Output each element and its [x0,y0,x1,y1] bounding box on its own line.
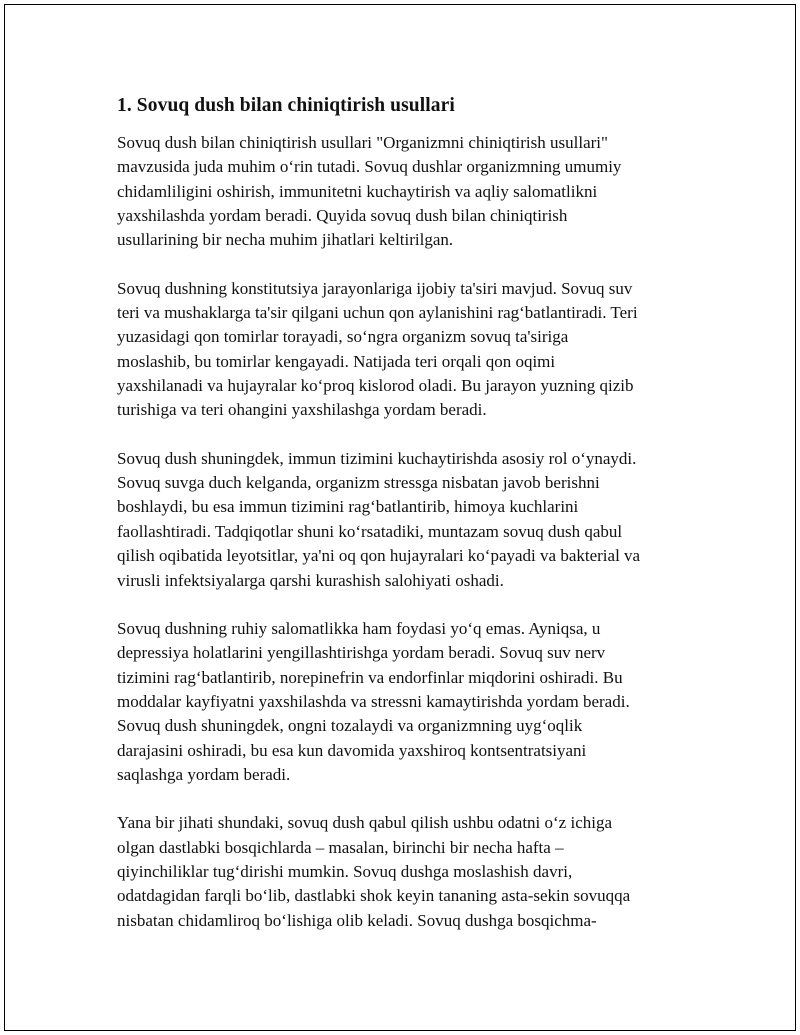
text-line: yaxshilashda yordam beradi. Quyida sovuq dush bilan chiniqtirish [117,206,568,226]
paragraph-intro [117,131,697,253]
text-line: chidamliligini oshirish, immunitetni kuchaytirish va aqliy salomatlikni [117,181,598,201]
text-line: faollashtiradi. Tadqiqotlar shuni ko‘rsatadiki, muntazam sovuq dush qabul [117,521,623,541]
text-line: odatdagidan farqli bo‘lib, dastlabki shok keyin tananing asta-sekin sovuqqa [117,886,631,906]
text-line: Sovuq dush shuningdek, ongni tozalaydi va organizmning uyg‘oqlik [117,716,583,736]
text-line: olgan dastlabki bosqichlarda – masalan, birinchi bir necha hafta – [117,837,564,857]
text-line: saqlashga yordam beradi. [117,764,291,784]
text-line: Sovuq dush bilan chiniqtirish usullari "Organizmni chiniqtirish usullari" [117,133,608,152]
text-line: tizimini rag‘batlantirib, norepinefrin va endorfinlar miqdorini oshiradi. Bu [117,667,623,687]
document-body [117,92,697,957]
text-line: virusli infektsiyalarga qarshi kurashish salohiyati oshadi. [117,570,504,590]
text-line: mavzusida juda muhim o‘rin tutadi. Sovuq dushlar organizmning umumiy [117,157,622,177]
text-line: darajasini oshiradi, bu esa kun davomida yaxshiroq kontsentratsiyani [117,740,587,760]
text-line: qiyinchiliklar tug‘dirishi mumkin. Sovuq dushga moslashish davri, [117,861,573,881]
text-line: Sovuq suvga duch kelganda, organizm stressga nisbatan javob berishni [117,473,600,493]
paragraph-circulation [117,277,697,423]
paragraph-adaptation [117,811,697,933]
text-line: nisbatan chidamliroq bo‘lishiga olib keladi. Sovuq dushga bosqichma- [117,910,597,930]
text-line: Sovuq dushning konstitutsiya jarayonlariga ijobiy ta'siri mavjud. Sovuq suv [117,278,633,298]
text-line: teri va mushaklarga ta'sir qilgani uchun qon aylanishini rag‘batlantiradi. Teri [117,303,638,323]
text-line: turishiga va teri ohangini yaxshilashga yordam beradi. [117,400,487,420]
text-line: Sovuq dush shuningdek, immun tizimini kuchaytirishda asosiy rol o‘ynaydi. [117,448,637,468]
text-line: depressiya holatlarini yengillashtirishga yordam beradi. Sovuq suv nerv [117,643,606,663]
text-line: Yana bir jihati shundaki, sovuq dush qabul qilish ushbu odatni o‘z ichiga [117,813,613,833]
text-line: usullarining bir necha muhim jihatlari keltirilgan. [117,230,454,250]
text-line: yuzasidagi qon tomirlar torayadi, so‘ngra organizm sovuq ta'siriga [117,327,569,347]
text-line: moslashib, bu tomirlar kengayadi. Natijada teri orqali qon oqimi [117,351,556,371]
text-line: Sovuq dushning ruhiy salomatlikka ham foydasi yo‘q emas. Ayniqsa, u [117,618,601,638]
text-line: qilish oqibatida leyotsitlar, ya'ni oq qon hujayralari ko‘payadi va bakterial va [117,546,641,566]
text-line: yaxshilanadi va hujayralar ko‘proq kislorod oladi. Bu jarayon yuzning qizib [117,376,634,396]
paragraph-immunity [117,447,697,593]
section-heading: 1. Sovuq dush bilan chiniqtirish usullari [117,95,455,116]
text-line: boshlaydi, bu esa immun tizimini rag‘batlantirib, himoya kuchlarini [117,497,579,517]
text-line: moddalar kayfiyatni yaxshilashda va stressni kamaytirishda yordam beradi. [117,691,630,711]
paragraph-mental-health [117,617,697,787]
